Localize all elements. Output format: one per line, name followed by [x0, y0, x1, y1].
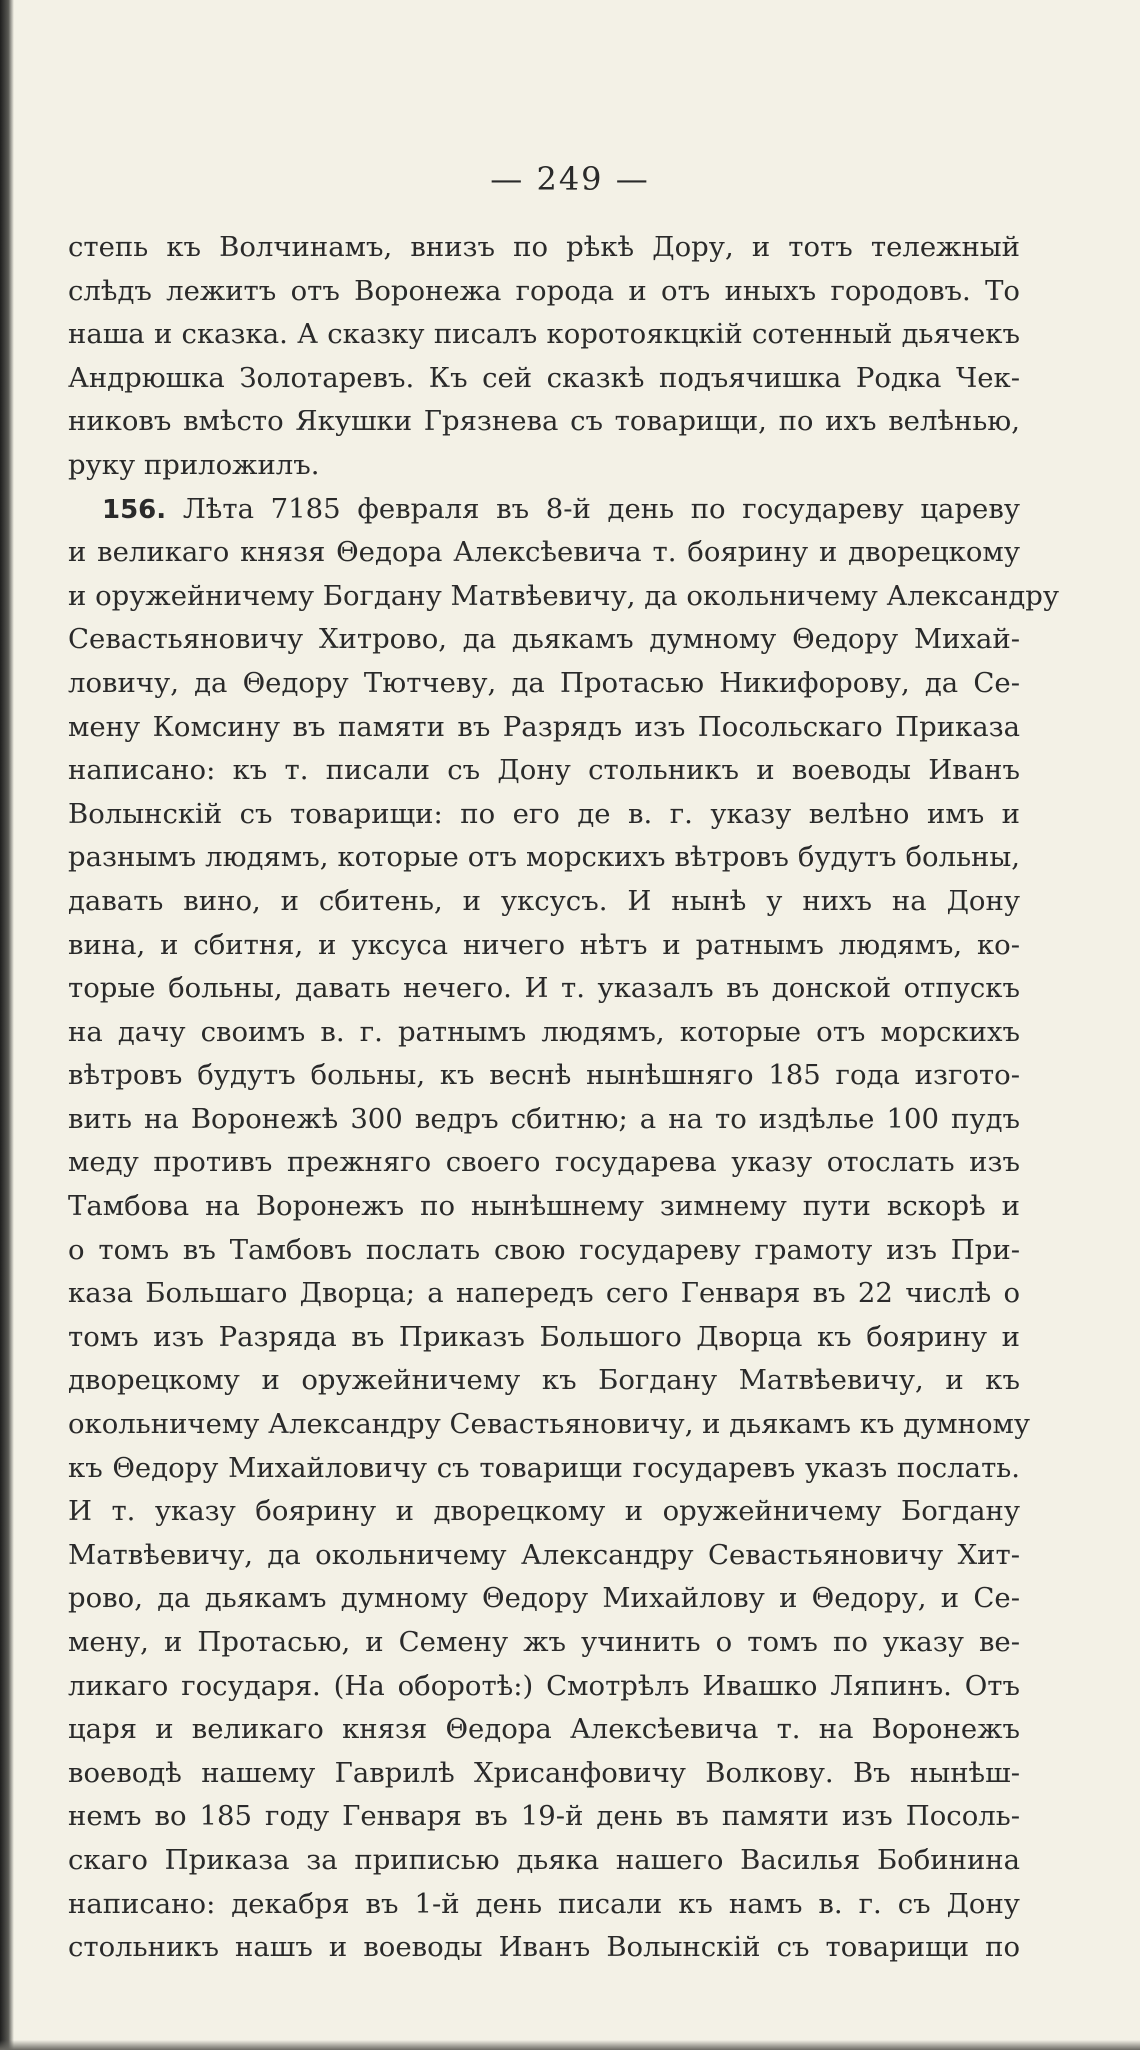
text-line: ловичу, да Θедору Тютчеву, да Протасью Никифорову, да Се- — [68, 666, 1020, 699]
text-line: о томъ въ Тамбовъ послать свою государеву грамоту изъ При- — [68, 1233, 1020, 1266]
text-line: мену Комсину въ памяти въ Разрядъ изъ Посольскаго Приказа — [68, 710, 1020, 743]
text-line: разнымъ людямъ, которые отъ морскихъ вѣтровъ будутъ больны, — [68, 841, 1020, 874]
paragraph-first-line — [68, 488, 1020, 532]
page-number: — 249 — — [490, 160, 650, 198]
text-line: окольничему Александру Севастьяновичу, и дьякамъ къ думному — [68, 1408, 1031, 1441]
text-line: наша и сказка. А сказку писалъ коротоякцкій сотенный дьячекъ — [68, 318, 1020, 351]
text-line: стольникъ нашъ и воеводы Иванъ Волынскій съ товарищи по — [68, 1931, 1020, 1964]
text-line: И т. указу боярину и дворецкому и оружейничему Богдану — [68, 1495, 1020, 1528]
text-line: къ Θедору Михайловичу съ товарищи государевъ указъ послать. — [68, 1451, 1020, 1484]
text-line: вить на Воронежѣ 300 ведръ сбитню; а на то издѣлье 100 пудъ — [68, 1102, 1020, 1135]
text-line: написано: къ т. писали съ Дону стольникъ и воеводы Иванъ — [68, 754, 1020, 787]
text-line: скаго Приказа за приписью дьяка нашего Василья Бобинина — [68, 1843, 1020, 1876]
text-line: слѣдъ лежитъ отъ Воронежа города и отъ иныхъ городовъ. То — [68, 274, 1020, 307]
body-text — [68, 226, 1060, 1970]
text-line: немъ во 185 году Генваря въ 19-й день въ памяти изъ Посоль- — [68, 1800, 1020, 1833]
text-line: дворецкому и оружейничему къ Богдану Матвѣевичу, и къ — [68, 1364, 1020, 1397]
text-line: торые больны, давать нечего. И т. указалъ въ донской отпускъ — [68, 972, 1020, 1005]
text-line: царя и великаго князя Θедора Алексѣевича т. на Воронежъ — [68, 1713, 1020, 1746]
text-line: рово, да дьякамъ думному Θедору Михайлову и Θедору, и Се- — [68, 1582, 1020, 1615]
page-edge-left — [0, 0, 14, 2050]
page-edge-bottom — [0, 2040, 1140, 2050]
text-line: вѣтровъ будутъ больны, къ веснѣ нынѣшняго 185 года изгото- — [68, 1059, 1020, 1092]
text-line: Севастьяновичу Хитрово, да дьякамъ думному Θедору Михай- — [68, 623, 1020, 656]
paragraph-number: 156. — [102, 494, 167, 525]
text-line: воеводѣ нашему Гаврилѣ Хрисанфовичу Волкову. Въ нынѣш- — [68, 1756, 1020, 1789]
text-line: давать вино, и сбитень, и уксусъ. И нынѣ у нихъ на Дону — [68, 884, 1020, 917]
text-line: и великаго князя Θедора Алексѣевича т. боярину и дворецкому — [68, 536, 1020, 569]
text-line: Матвѣевичу, да окольничему Александру Севастьяновичу Хит- — [68, 1538, 1020, 1571]
text-line: вина, и сбитня, и уксуса ничего нѣтъ и ратнымъ людямъ, ко- — [68, 928, 1020, 961]
text-line: Андрюшка Золотаревъ. Къ сей сказкѣ подъячишка Родка Чек- — [68, 361, 1020, 394]
text-line: никовъ вмѣсто Якушки Грязнева съ товарищи, по ихъ велѣнью, — [68, 405, 1020, 438]
text-line: степь къ Волчинамъ, внизъ по рѣкѣ Дору, и тотъ тележный — [68, 231, 1020, 263]
text-line: меду противъ прежняго своего государева указу отослать изъ — [68, 1146, 1020, 1179]
text-line: написано: декабря въ 1-й день писали къ намъ в. г. съ Дону — [68, 1887, 1020, 1920]
text-line: каза Большаго Дворца; а напередъ сего Генваря въ 22 числѣ о — [68, 1277, 1020, 1310]
text-line: ликаго государя. (На оборотѣ:) Смотрѣлъ Ивашко Ляпинъ. Отъ — [68, 1669, 1020, 1702]
text-line: томъ изъ Разряда въ Приказъ Большого Дворца къ боярину и — [68, 1320, 1020, 1353]
text-line: на дачу своимъ в. г. ратнымъ людямъ, которые отъ морскихъ — [68, 1015, 1020, 1048]
text-line: и оружейничему Богдану Матвѣевичу, да окольничему Александру — [68, 579, 1060, 612]
text-line: мену, и Протасью, и Семену жъ учинить о томъ по указу ве- — [68, 1626, 1020, 1658]
text-line: Волынскій съ товарищи: по его де в. г. указу велѣно имъ и — [68, 797, 1020, 830]
text-line: Тамбова на Воронежъ по нынѣшнему зимнему пути вскорѣ и — [68, 1190, 1020, 1223]
text-line: Лѣта 7185 февраля въ 8-й день по государеву цареву — [182, 492, 1020, 525]
text-line: руку приложилъ. — [68, 448, 320, 481]
